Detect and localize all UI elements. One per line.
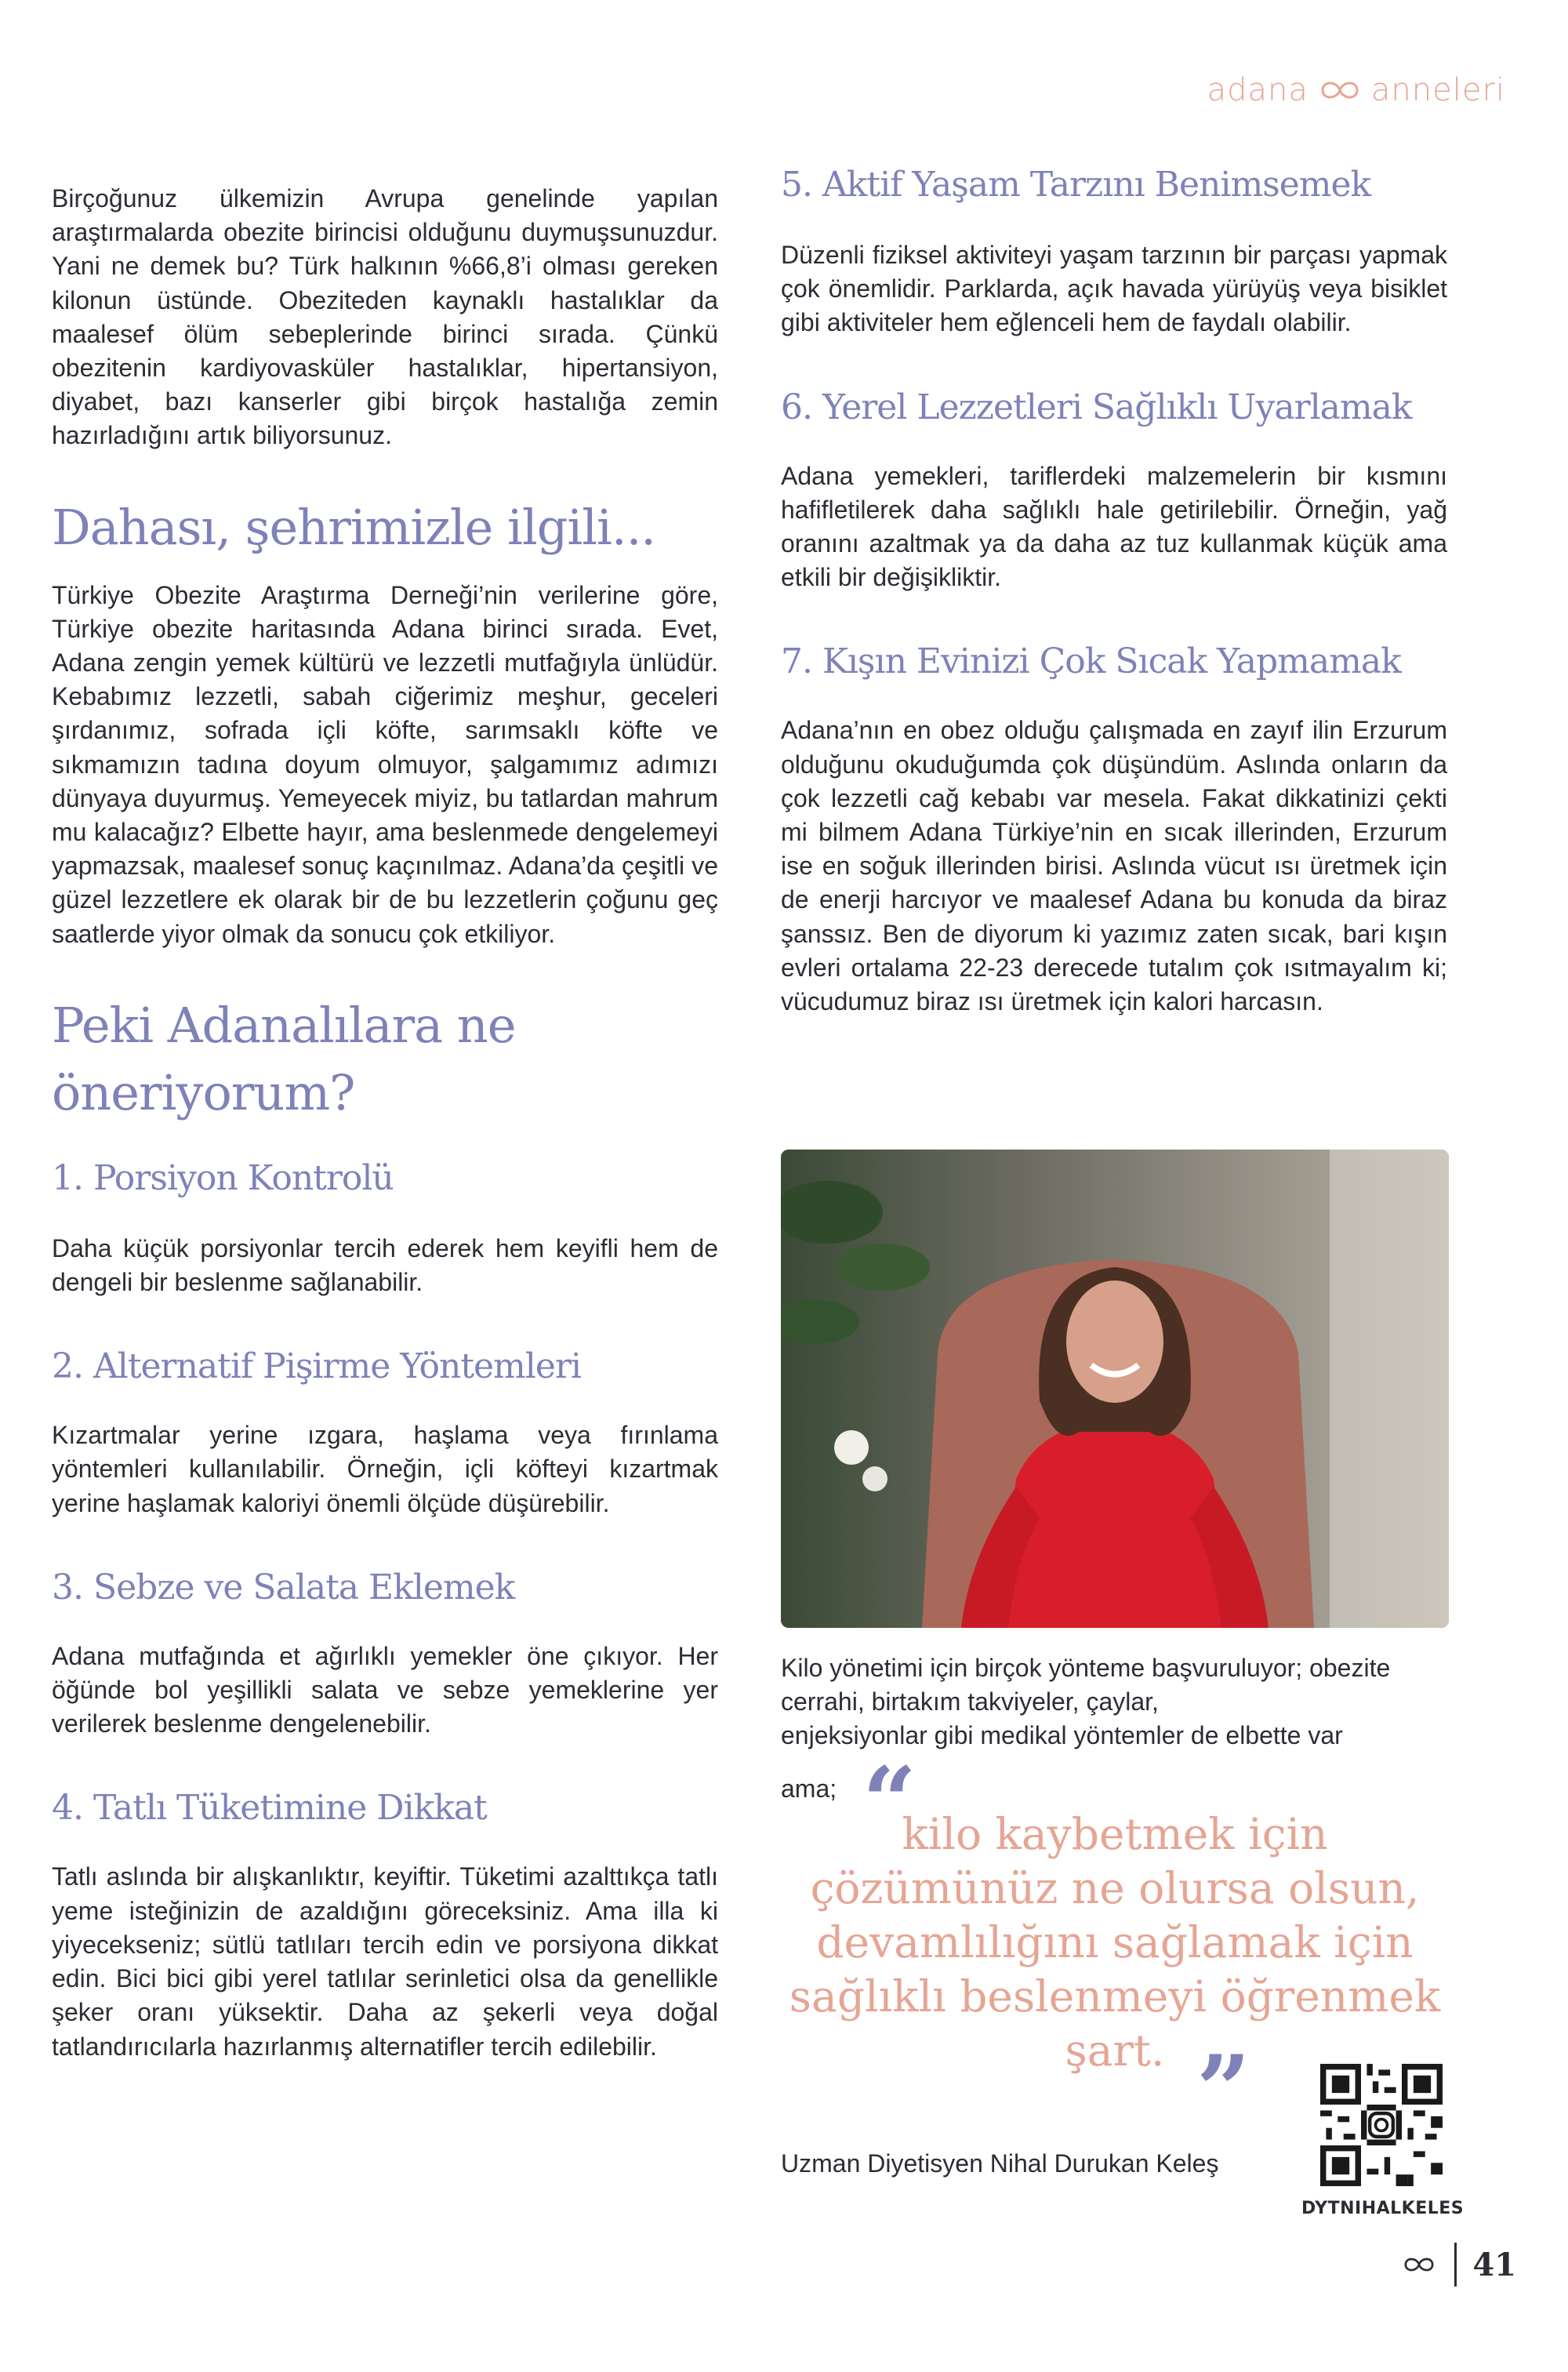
qr-code[interactable] [1320, 2064, 1443, 2186]
section-7-title: 7. Kışın Evinizi Çok Sıcak Yapmamak [781, 641, 1401, 682]
section-2-text: Kızartmalar yerine ızgara, haşlama veya fırınlama yöntemleri kullanılabilir. Örneğin, içli köfteyi kızartmak yerine haşlamak kaloriyi önemli ölçüde düşürebilir. [52, 1421, 718, 1517]
section-6-text: Adana yemekleri, tariflerdeki malzemelerin bir kısmını hafifletilerek daha sağlıklı hale getirilebilir. Örneğin, yağ oranını azaltmak ya da daha az tuz kullanmak küçük ama etkili bir değişikliktir. [781, 461, 1447, 592]
section-3-text: Adana mutfağında et ağırlıklı yemekler öne çıkıyor. Her öğünde bol yeşillikli salata ve sebze yemeklerine yer verilerek beslenme dengelenebilir. [52, 1641, 718, 1738]
logo-text-right: anneleri [1370, 72, 1505, 108]
infinity-footer-icon [1399, 2254, 1439, 2276]
section-1-title: 1. Porsiyon Kontrolü [52, 1157, 394, 1198]
author-name: Uzman Diyetisyen Nihal Durukan Keleş [781, 2149, 1219, 2178]
photo-caption-line1: Kilo yönetimi için birçok yönteme başvuruluyor; obezite cerrahi, birtakım takviyeler, çaylar, [781, 1654, 1391, 1716]
footer-divider [1454, 2243, 1457, 2287]
intro-paragraph: Birçoğunuz ülkemizin Avrupa genelinde yapılan araştırmalarda obezite birincisi olduğunu duymuşsunuzdur. Yani ne demek bu? Türk halkının %66,8’i olması gereken kilonun üstünde. Obeziteden kaynaklı hastalıklar da maalesef ölüm sebeplerinde birinci sırada. Çünkü obezitenin kardiyovasküler hastalıklar, hipertansiyon, diyabet, bazı kanserler gibi birçok hastalığa zemin hazırladığını artık biliyorsunuz. [52, 184, 718, 450]
open-quote-icon: “ [862, 1746, 917, 1857]
page-footer [1399, 2243, 1516, 2287]
page-number: 41 [1472, 2246, 1516, 2283]
dahasi-paragraph: Türkiye Obezite Araştırma Derneği’nin verilerine göre, Türkiye obezite haritasında Adana birinci sırada. Evet, Adana zengin yemek kültürü ve lezzetli mutfağıyla ünlüdür. Kebabımız lezzetli, sabah ciğerimiz meşhur, geceleri şırdanımız, sofrada içli köfte, sarımsaklı köfte ve sıkmamızın tadına doyum olmuyor, şalgamımız adımızı dünyaya duyurmuş. Yemeyecek miyiz, bu tatlardan mahrum mu kalacağız? Elbette hayır, ama beslenmede dengelemeyi yapmazsak, maalesef sonuç kaçınılmaz. Adana’da çeşitli ve güzel lezzetlere ek olarak bir de bu lezzetlerin çoğunu geç saatlerde yiyor olmak da sonucu çok etkiliyor. [52, 580, 718, 948]
instagram-handle: DYTNIHALKELES [1301, 2199, 1465, 2218]
infinity-icon [1315, 76, 1365, 104]
logo-text-left: adana [1207, 72, 1308, 108]
portrait-photo [781, 1150, 1449, 1628]
left-column [52, 182, 718, 2064]
photo-caption-line2: enjeksiyonlar gibi medikal yöntemler de elbette var [781, 1721, 1343, 1749]
heading-peki: Peki Adanalılara ne öneriyorum? [52, 996, 516, 1121]
close-quote-icon: ” [1196, 2035, 1251, 2145]
section-5-text: Düzenli fiziksel aktiviteyi yaşam tarzının bir parçası yapmak çok önemlidir. Parklarda, açık havada yürüyüş veya bisiklet gibi aktiviteler hem eğlenceli hem de faydalı olabilir. [781, 241, 1447, 337]
right-column [781, 165, 1447, 1019]
section-3-title: 3. Sebze ve Salata Eklemek [52, 1567, 515, 1607]
photo-caption-line3: ama; [781, 1774, 837, 1803]
section-5-title: 5. Aktif Yaşam Tarzını Benimsemek [781, 165, 1371, 205]
heading-dahasi: Dahası, şehrimizle ilgili... [52, 498, 656, 556]
section-2-title: 2. Alternatif Pişirme Yöntemleri [52, 1346, 581, 1387]
section-6-title: 6. Yerel Lezzetleri Sağlıklı Uyarlamak [781, 387, 1412, 427]
magazine-logo [1207, 72, 1505, 108]
section-7-text: Adana’nın en obez olduğu çalışmada en zayıf ilin Erzurum olduğunu okuduğumda çok düşündüm. Aslında onların da çok lezzetli cağ kebabı var mesela. Fakat dikkatinizi çekti mi bilmem Adana Türkiye’nin en sıcak illerinden, Erzurum ise en soğuk illerinden birisi. Aslında vücut ısı üretmek için de enerji harcıyor ve maalesef Adana bu konuda da biraz şanssız. Ben de diyorum ki yazımız zaten sıcak, bari kışın evleri ortalama 22-23 derecede tutalım çok ısıtmayalım ki; vücudumuz biraz ısı üretmek için kalori harcasın. [781, 716, 1447, 1016]
section-1-text: Daha küçük porsiyonlar tercih ederek hem keyifli hem de dengeli bir beslenme sağlanabilir. [52, 1233, 718, 1297]
pull-quote: kilo kaybetmek için çözümünüz ne olursa olsun, devamlılığını sağlamak için sağlıklı beslenmeyi öğrenmek şart. [789, 1809, 1441, 2076]
section-4-title: 4. Tatlı Tüketimine Dikkat [52, 1788, 487, 1829]
portrait-illustration [781, 1150, 1449, 1628]
section-4-text: Tatlı aslında bir alışkanlıktır, keyiftir. Tüketimi azalttıkça tatlı yeme isteğinizin de azaldığını göreceksiniz. Ama illa ki yiyecekseniz; sütlü tatlıları tercih edin ve porsiyona dikkat edin. Bici bici gibi yerel tatlılar serinletici olsa da genellikle şeker oranı yüksektir. Daha az şekerli veya doğal tatlandırıcılarla hazırlanmış alternatifler tercih edilebilir. [52, 1862, 718, 2061]
